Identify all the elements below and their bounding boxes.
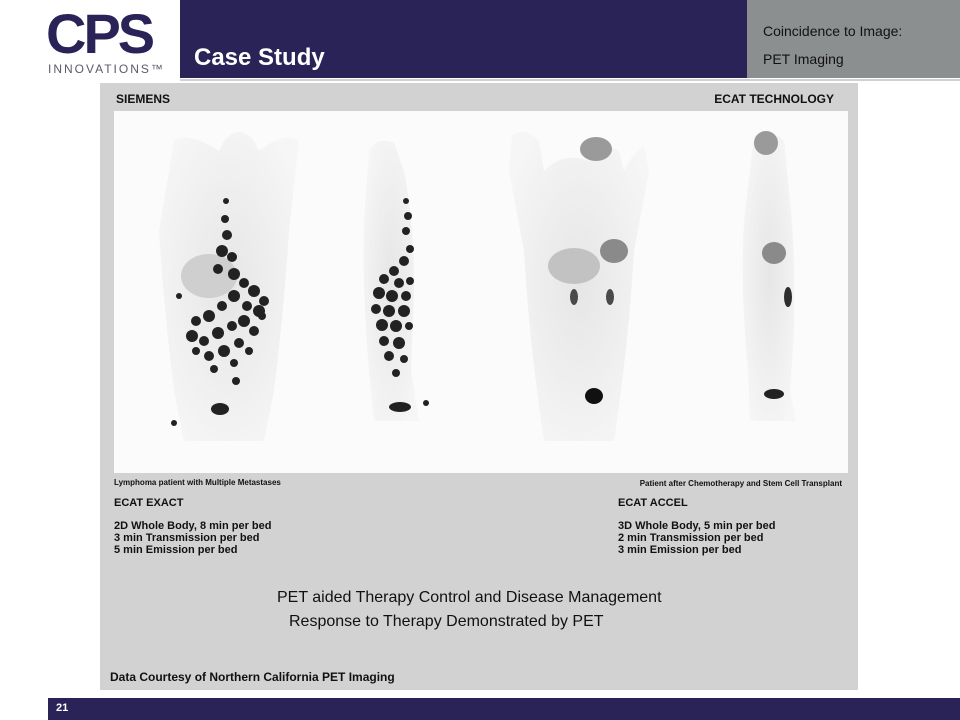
protocol-right: [618, 520, 775, 556]
logo-subtext: INNOVATIONS™: [48, 62, 165, 76]
headline-response: Response to Therapy Demonstrated by PET: [289, 613, 604, 630]
scan-front-before: [159, 132, 299, 441]
page-number: 21: [56, 702, 69, 714]
caption-left: Lymphoma patient with Multiple Metastases: [114, 478, 281, 487]
topic-line-2: PET Imaging: [763, 51, 844, 67]
logo-wordmark: CPS: [46, 2, 153, 65]
protocol-left-line: 2D Whole Body, 8 min per bed: [114, 520, 272, 532]
footer-bar: [48, 698, 960, 720]
scanner-left: ECAT EXACT: [114, 497, 184, 509]
scan-front-after: [509, 132, 649, 441]
page-title: Case Study: [194, 44, 325, 71]
cps-logo: [0, 0, 180, 80]
protocol-right-line: 3D Whole Body, 5 min per bed: [618, 520, 776, 532]
brand-ecat-technology: ECAT TECHNOLOGY: [714, 92, 834, 106]
protocol-right-line: 3 min Emission per bed: [618, 544, 742, 556]
scan-lateral-after: [743, 131, 796, 421]
scanner-right: ECAT ACCEL: [618, 497, 688, 509]
protocol-left-line: 3 min Transmission per bed: [114, 532, 260, 544]
headline-therapy-control: PET aided Therapy Control and Disease Management: [277, 589, 662, 606]
pet-scan-images: [114, 111, 848, 473]
pet-scan-figure: [114, 111, 848, 473]
pet-image-panel: [100, 83, 858, 690]
scan-lateral-before: [364, 141, 429, 421]
protocol-left: [114, 520, 271, 556]
data-credit: Data Courtesy of Northern California PET Imaging: [110, 670, 395, 684]
protocol-left-line: 5 min Emission per bed: [114, 544, 238, 556]
protocol-right-line: 2 min Transmission per bed: [618, 532, 764, 544]
header-divider: [180, 79, 960, 81]
topic-line-1: Coincidence to Image:: [763, 23, 903, 39]
title-bar: [180, 0, 747, 78]
brand-siemens: SIEMENS: [116, 92, 171, 106]
caption-right: Patient after Chemotherapy and Stem Cell Transplant: [639, 479, 842, 488]
topic-box: [747, 0, 960, 78]
